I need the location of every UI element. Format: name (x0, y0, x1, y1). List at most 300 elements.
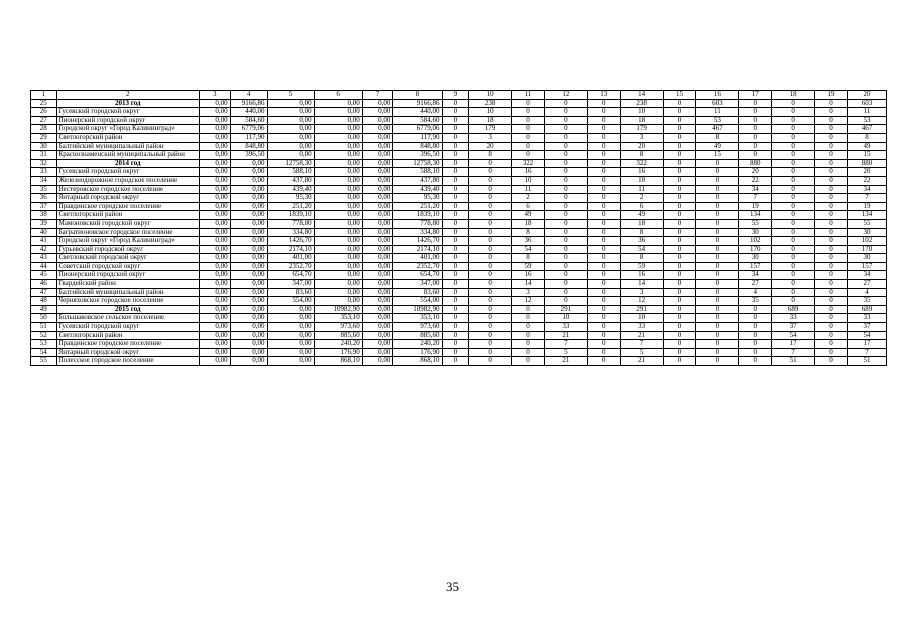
header-cell: 19 (815, 91, 848, 100)
value-cell: 0 (469, 245, 512, 254)
value-cell: 0,00 (267, 331, 314, 340)
territory-name-cell: Краснознаменский муниципальный район (56, 151, 199, 160)
value-cell: 848,80 (393, 142, 442, 151)
territory-name-cell: Большаковское сельское поселение (56, 314, 199, 323)
value-cell: 0 (442, 228, 469, 237)
row-number-cell: 55 (31, 357, 57, 366)
value-cell: 0 (442, 262, 469, 271)
value-cell: 396,50 (230, 151, 267, 160)
value-cell: 0,00 (362, 348, 393, 357)
territory-name-cell: Городской округ «Город Калининград» (56, 237, 199, 246)
value-cell: 0 (663, 202, 696, 211)
value-cell: 0,00 (230, 262, 267, 271)
value-cell: 0 (512, 348, 545, 357)
value-cell: 880 (739, 159, 772, 168)
value-cell: 0 (469, 237, 512, 246)
value-cell: 353,10 (314, 314, 362, 323)
value-cell: 0 (442, 176, 469, 185)
value-cell: 0,00 (314, 271, 362, 280)
value-cell: 0 (663, 159, 696, 168)
value-cell: 0,00 (362, 271, 393, 280)
value-cell: 0 (469, 228, 512, 237)
header-cell: 10 (469, 91, 512, 100)
territory-name-cell: Железнодорожное городское поселение (56, 176, 199, 185)
value-cell: 0 (544, 245, 587, 254)
year-total-row (31, 159, 887, 168)
value-cell: 0 (815, 271, 848, 280)
value-cell: 0 (587, 99, 620, 108)
value-cell: 0 (696, 194, 739, 203)
header-cell: 18 (772, 91, 815, 100)
value-cell: 0 (587, 228, 620, 237)
value-cell: 0,00 (314, 254, 362, 263)
value-cell: 0,00 (314, 168, 362, 177)
value-cell: 0,00 (230, 185, 267, 194)
value-cell: 251,20 (267, 202, 314, 211)
value-cell: 0 (663, 116, 696, 125)
value-cell: 868,10 (393, 357, 442, 366)
value-cell: 18 (620, 116, 663, 125)
value-cell: 0 (772, 176, 815, 185)
value-cell: 0 (696, 245, 739, 254)
value-cell: 0,00 (362, 159, 393, 168)
value-cell: 0,00 (314, 151, 362, 160)
value-cell: 0 (815, 357, 848, 366)
value-cell: 0 (512, 108, 545, 117)
value-cell: 0 (696, 185, 739, 194)
value-cell: 0,00 (199, 125, 230, 134)
table-row (31, 194, 887, 203)
value-cell: 21 (544, 357, 587, 366)
value-cell: 0 (815, 116, 848, 125)
value-cell: 0,00 (230, 297, 267, 306)
value-cell: 0 (815, 262, 848, 271)
row-number-cell: 35 (31, 185, 57, 194)
value-cell: 0 (544, 151, 587, 160)
value-cell: 0,00 (362, 142, 393, 151)
value-cell: 10 (544, 314, 587, 323)
value-cell: 0,00 (362, 280, 393, 289)
value-cell: 0,00 (230, 340, 267, 349)
value-cell: 34 (847, 185, 886, 194)
value-cell: 0 (544, 185, 587, 194)
value-cell: 2 (512, 194, 545, 203)
value-cell: 0 (544, 254, 587, 263)
value-cell: 1839,10 (267, 211, 314, 220)
value-cell: 179 (469, 125, 512, 134)
value-cell: 0 (587, 254, 620, 263)
value-cell: 170 (739, 245, 772, 254)
value-cell: 0,00 (199, 237, 230, 246)
value-cell: 14 (620, 280, 663, 289)
value-cell: 0,00 (199, 142, 230, 151)
value-cell: 0 (512, 151, 545, 160)
value-cell: 0,00 (199, 340, 230, 349)
value-cell: 0 (544, 133, 587, 142)
value-cell: 8 (512, 254, 545, 263)
value-cell: 0 (696, 348, 739, 357)
value-cell: 0 (442, 305, 469, 314)
year-total-row (31, 99, 887, 108)
row-number-cell: 50 (31, 314, 57, 323)
table-row (31, 228, 887, 237)
value-cell: 0 (587, 142, 620, 151)
value-cell: 176,90 (314, 348, 362, 357)
value-cell: 0,00 (199, 219, 230, 228)
value-cell: 0 (587, 340, 620, 349)
row-number-cell: 34 (31, 176, 57, 185)
value-cell: 0,00 (362, 194, 393, 203)
value-cell: 0 (469, 271, 512, 280)
value-cell: 0 (772, 228, 815, 237)
value-cell: 7 (620, 340, 663, 349)
value-cell: 588,10 (393, 168, 442, 177)
header-cell: 9 (442, 91, 469, 100)
value-cell: 2352,70 (267, 262, 314, 271)
value-cell: 0 (815, 331, 848, 340)
row-number-cell: 51 (31, 323, 57, 332)
value-cell: 238 (469, 99, 512, 108)
header-cell: 11 (512, 91, 545, 100)
value-cell: 12 (512, 297, 545, 306)
value-cell: 0,00 (267, 116, 314, 125)
territory-name-cell: Светлогорский район (56, 133, 199, 142)
value-cell: 0,00 (230, 305, 267, 314)
value-cell: 0 (442, 185, 469, 194)
value-cell: 0 (696, 323, 739, 332)
row-number-cell: 30 (31, 142, 57, 151)
value-cell: 0 (587, 211, 620, 220)
value-cell: 6 (620, 202, 663, 211)
value-cell: 12 (620, 297, 663, 306)
value-cell: 437,80 (267, 176, 314, 185)
value-cell: 0 (469, 305, 512, 314)
value-cell: 440,00 (230, 108, 267, 117)
value-cell: 396,50 (393, 151, 442, 160)
value-cell: 157 (847, 262, 886, 271)
value-cell: 7 (772, 348, 815, 357)
value-cell: 0 (469, 288, 512, 297)
value-cell: 778,80 (267, 219, 314, 228)
value-cell: 0,00 (230, 228, 267, 237)
value-cell: 0 (815, 202, 848, 211)
value-cell: 59 (620, 262, 663, 271)
row-number-cell: 29 (31, 133, 57, 142)
value-cell: 0 (663, 211, 696, 220)
value-cell: 7 (544, 340, 587, 349)
value-cell: 33 (620, 323, 663, 332)
row-number-cell: 49 (31, 305, 57, 314)
value-cell: 33 (772, 314, 815, 323)
value-cell: 0 (815, 151, 848, 160)
value-cell: 35 (739, 297, 772, 306)
value-cell: 8 (512, 228, 545, 237)
value-cell: 0,00 (199, 185, 230, 194)
value-cell: 353,10 (393, 314, 442, 323)
value-cell: 0 (696, 297, 739, 306)
value-cell: 0,00 (199, 133, 230, 142)
value-cell: 0 (544, 125, 587, 134)
row-number-cell: 42 (31, 245, 57, 254)
header-cell: 7 (362, 91, 393, 100)
row-number-cell: 44 (31, 262, 57, 271)
value-cell: 0 (587, 168, 620, 177)
value-cell: 0 (663, 125, 696, 134)
value-cell: 1426,70 (267, 237, 314, 246)
table-row (31, 168, 887, 177)
row-number-cell: 37 (31, 202, 57, 211)
territory-name-cell: Гусевский городской округ (56, 168, 199, 177)
value-cell: 0 (442, 211, 469, 220)
value-cell: 0 (587, 237, 620, 246)
row-number-cell: 25 (31, 99, 57, 108)
row-number-cell: 31 (31, 151, 57, 160)
value-cell: 49 (620, 211, 663, 220)
value-cell: 0 (815, 288, 848, 297)
value-cell: 0 (512, 331, 545, 340)
value-cell: 0 (696, 280, 739, 289)
value-cell: 3 (469, 133, 512, 142)
header-cell: 13 (587, 91, 620, 100)
territory-name-cell: 2015 год (56, 305, 199, 314)
value-cell: 401,00 (267, 254, 314, 263)
value-cell: 689 (772, 305, 815, 314)
value-cell: 0,00 (199, 211, 230, 220)
value-cell: 0 (469, 185, 512, 194)
value-cell: 0 (696, 219, 739, 228)
value-cell: 0 (815, 254, 848, 263)
value-cell: 654,70 (393, 271, 442, 280)
value-cell: 21 (544, 331, 587, 340)
value-cell: 334,80 (267, 228, 314, 237)
value-cell: 0 (815, 228, 848, 237)
value-cell: 49 (512, 211, 545, 220)
table-row (31, 280, 887, 289)
value-cell: 0 (469, 254, 512, 263)
value-cell: 18 (512, 219, 545, 228)
value-cell: 0,00 (230, 202, 267, 211)
value-cell: 8 (620, 228, 663, 237)
value-cell: 0 (442, 133, 469, 142)
value-cell: 0 (772, 280, 815, 289)
value-cell: 0,00 (314, 202, 362, 211)
value-cell: 347,00 (267, 280, 314, 289)
table-row (31, 348, 887, 357)
value-cell: 21 (620, 357, 663, 366)
value-cell: 0 (469, 340, 512, 349)
territory-name-cell: Черняховское городское поселение (56, 297, 199, 306)
value-cell: 0,00 (314, 108, 362, 117)
value-cell: 0 (544, 116, 587, 125)
header-cell: 3 (199, 91, 230, 100)
value-cell: 251,20 (393, 202, 442, 211)
value-cell: 0 (512, 125, 545, 134)
value-cell: 0,00 (362, 185, 393, 194)
value-cell: 291 (544, 305, 587, 314)
value-cell: 238 (620, 99, 663, 108)
data-table (30, 90, 887, 366)
value-cell: 0 (512, 133, 545, 142)
value-cell: 18 (469, 116, 512, 125)
value-cell: 0 (544, 228, 587, 237)
value-cell: 0,00 (267, 151, 314, 160)
value-cell: 0 (469, 211, 512, 220)
value-cell: 240,20 (393, 340, 442, 349)
value-cell: 0 (815, 194, 848, 203)
value-cell: 36 (620, 237, 663, 246)
value-cell: 15 (847, 151, 886, 160)
value-cell: 0,00 (199, 280, 230, 289)
value-cell: 53 (847, 116, 886, 125)
value-cell: 8 (847, 133, 886, 142)
value-cell: 0 (544, 288, 587, 297)
table-row (31, 151, 887, 160)
table-row (31, 245, 887, 254)
value-cell: 19 (847, 202, 886, 211)
value-cell: 83,60 (267, 288, 314, 297)
value-cell: 0 (442, 99, 469, 108)
value-cell: 0 (442, 254, 469, 263)
territory-name-cell: Пионерский городской округ (56, 271, 199, 280)
value-cell: 0 (772, 245, 815, 254)
value-cell: 0 (663, 331, 696, 340)
territory-name-cell: Советский городской округ (56, 262, 199, 271)
value-cell: 0,00 (362, 125, 393, 134)
value-cell: 0 (587, 297, 620, 306)
value-cell: 0,00 (230, 245, 267, 254)
value-cell: 0 (469, 202, 512, 211)
value-cell: 322 (512, 159, 545, 168)
value-cell: 54 (847, 331, 886, 340)
value-cell: 0 (587, 348, 620, 357)
value-cell: 0 (469, 219, 512, 228)
value-cell: 0 (815, 133, 848, 142)
value-cell: 0 (442, 202, 469, 211)
value-cell: 0 (663, 142, 696, 151)
page-number: 35 (446, 579, 459, 594)
value-cell: 0,00 (230, 237, 267, 246)
territory-name-cell: Мамоновский городской округ (56, 219, 199, 228)
value-cell: 134 (739, 211, 772, 220)
value-cell: 0,00 (267, 340, 314, 349)
value-cell: 2352,70 (393, 262, 442, 271)
value-cell: 0 (663, 237, 696, 246)
value-cell: 51 (847, 357, 886, 366)
value-cell: 0 (663, 305, 696, 314)
value-cell: 17 (772, 340, 815, 349)
value-cell: 30 (847, 228, 886, 237)
value-cell: 6779,06 (230, 125, 267, 134)
row-number-cell: 43 (31, 254, 57, 263)
value-cell: 0 (663, 219, 696, 228)
value-cell: 0 (469, 262, 512, 271)
value-cell: 0 (587, 108, 620, 117)
value-cell: 0,00 (199, 228, 230, 237)
value-cell: 0 (544, 262, 587, 271)
value-cell: 0 (663, 133, 696, 142)
value-cell: 0 (815, 348, 848, 357)
row-number-cell: 47 (31, 288, 57, 297)
value-cell: 0 (587, 151, 620, 160)
value-cell: 0,00 (314, 133, 362, 142)
value-cell: 0 (442, 323, 469, 332)
value-cell: 0,00 (314, 99, 362, 108)
value-cell: 170 (847, 245, 886, 254)
value-cell: 10 (620, 176, 663, 185)
value-cell: 0 (696, 288, 739, 297)
value-cell: 0 (442, 271, 469, 280)
value-cell: 0 (587, 194, 620, 203)
value-cell: 0,00 (267, 323, 314, 332)
value-cell: 0 (815, 168, 848, 177)
row-number-cell: 33 (31, 168, 57, 177)
value-cell: 27 (739, 280, 772, 289)
value-cell: 0 (442, 348, 469, 357)
value-cell: 0 (696, 254, 739, 263)
value-cell: 0 (696, 228, 739, 237)
value-cell: 0 (663, 348, 696, 357)
value-cell: 0 (696, 305, 739, 314)
value-cell: 0 (544, 237, 587, 246)
value-cell: 27 (847, 280, 886, 289)
value-cell: 0 (696, 357, 739, 366)
value-cell: 179 (620, 125, 663, 134)
table-row (31, 237, 887, 246)
header-cell: 4 (230, 91, 267, 100)
value-cell: 0 (663, 314, 696, 323)
value-cell: 322 (620, 159, 663, 168)
value-cell: 0 (663, 254, 696, 263)
value-cell: 0,00 (199, 314, 230, 323)
table-row (31, 185, 887, 194)
value-cell: 0 (544, 142, 587, 151)
value-cell: 0 (587, 202, 620, 211)
value-cell: 16 (620, 168, 663, 177)
value-cell: 0 (442, 116, 469, 125)
value-cell: 7 (847, 194, 886, 203)
territory-name-cell: Нестеровское городское поселение (56, 185, 199, 194)
value-cell: 0 (815, 305, 848, 314)
value-cell: 0 (663, 271, 696, 280)
value-cell: 0 (587, 271, 620, 280)
header-cell: 2 (56, 91, 199, 100)
value-cell: 0,00 (362, 99, 393, 108)
value-cell: 0 (442, 194, 469, 203)
value-cell: 117,90 (393, 133, 442, 142)
value-cell: 973,60 (314, 323, 362, 332)
value-cell: 6 (512, 202, 545, 211)
header-cell: 1 (31, 91, 57, 100)
value-cell: 0 (815, 297, 848, 306)
value-cell: 0 (815, 323, 848, 332)
value-cell: 0 (772, 185, 815, 194)
value-cell: 0,00 (314, 262, 362, 271)
value-cell: 0 (663, 176, 696, 185)
value-cell: 0 (663, 288, 696, 297)
value-cell: 16 (512, 271, 545, 280)
territory-name-cell: Правдинское городское поселение (56, 202, 199, 211)
value-cell: 10 (469, 108, 512, 117)
value-cell: 0 (815, 185, 848, 194)
value-cell: 0 (587, 280, 620, 289)
value-cell: 12758,30 (267, 159, 314, 168)
value-cell: 0 (469, 348, 512, 357)
value-cell: 0,00 (314, 194, 362, 203)
value-cell: 0 (587, 159, 620, 168)
value-cell: 22 (847, 176, 886, 185)
row-number-cell: 28 (31, 125, 57, 134)
value-cell: 0 (772, 297, 815, 306)
